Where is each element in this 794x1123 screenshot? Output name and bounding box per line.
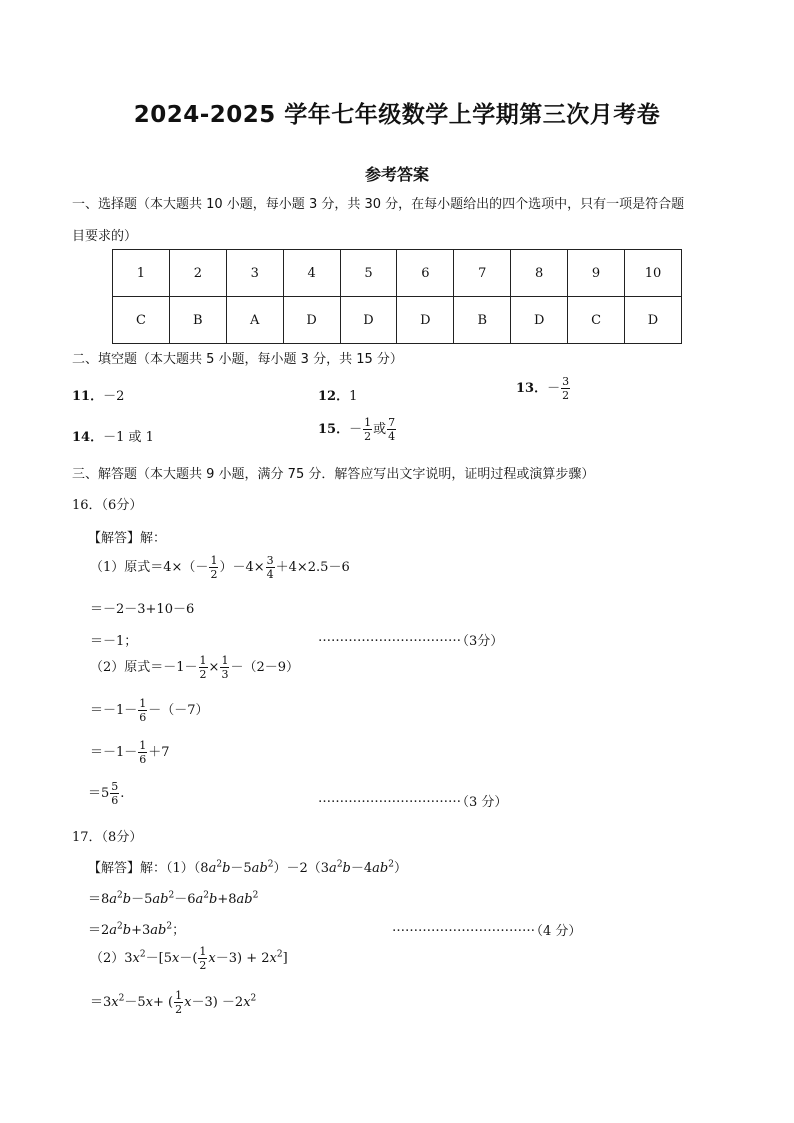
exponent: 2: [139, 949, 146, 960]
exponent: 2: [388, 859, 394, 870]
question-number-cell: 4: [283, 250, 340, 297]
page-subtitle: 参考答案: [364, 165, 429, 184]
answer-or: 或: [373, 422, 387, 437]
var: x: [171, 951, 180, 966]
exponent: 2: [336, 859, 343, 870]
score-label: （3 分）: [456, 795, 508, 810]
answer-sign: －: [547, 381, 561, 396]
var: x: [132, 951, 140, 966]
q16-step-6: [90, 740, 170, 765]
q16-label: 16．（6分）: [72, 498, 143, 513]
q16-step-3: ＝－1；: [90, 634, 138, 649]
q17-step-1: [88, 857, 407, 876]
answer-cell: D: [397, 297, 454, 344]
var: x: [111, 995, 119, 1010]
fraction-denominator: 2: [210, 568, 218, 581]
fraction-numerator: 1: [139, 697, 147, 710]
q16-step-2: ＝－2－3+10－6: [90, 602, 195, 617]
fraction-numerator: 1: [221, 654, 229, 667]
q16-step-4: [90, 655, 299, 680]
fraction-denominator: 6: [111, 794, 119, 807]
fraction-denominator: 6: [139, 711, 147, 724]
answer-cell: D: [625, 297, 682, 344]
exponent: 2: [252, 890, 259, 901]
answer-cell: C: [568, 297, 625, 344]
question-label: 15．: [318, 422, 350, 437]
expr-part: + (: [152, 995, 174, 1010]
fraction-denominator: 4: [266, 568, 274, 581]
q16-step-5: [90, 698, 209, 723]
expr-part: －（2－9）: [230, 660, 299, 675]
score-label: （4 分）: [530, 924, 582, 939]
expr-part: －(: [179, 951, 198, 966]
var: b: [209, 892, 218, 907]
var: x: [184, 995, 192, 1010]
expr-part: －3) －2: [191, 995, 244, 1010]
expr-part: －（－7）: [148, 703, 209, 718]
answer-table-number-row: [113, 250, 682, 297]
answer-table: [112, 249, 682, 344]
fill-answer-13: [516, 376, 571, 401]
question-number-cell: 5: [340, 250, 397, 297]
var: a: [329, 861, 337, 876]
expr-part: ）－4×: [219, 560, 265, 575]
q17-label: 17．（8分）: [72, 830, 143, 845]
var: b: [379, 861, 389, 876]
fraction: [363, 417, 372, 442]
expr-part: －5: [124, 995, 146, 1010]
fraction-denominator: 2: [199, 668, 207, 681]
var: x: [269, 951, 277, 966]
fraction: [220, 655, 229, 680]
expr-part: （2）3: [90, 951, 133, 966]
answer-cell: D: [283, 297, 340, 344]
question-number-cell: 8: [511, 250, 568, 297]
question-number-cell: 1: [113, 250, 170, 297]
var: b: [342, 861, 351, 876]
expr-part: ＝3: [90, 995, 112, 1010]
var: b: [122, 923, 132, 938]
fraction: [198, 946, 207, 971]
q17-step-3: [88, 919, 185, 938]
exponent: 2: [216, 859, 223, 870]
expr-part: +8: [217, 892, 237, 907]
fraction: [174, 990, 183, 1015]
question-label: 14．: [72, 430, 104, 445]
fraction: [387, 417, 396, 442]
exponent: 2: [250, 993, 257, 1004]
q16-answer-tag: 【解答】解：: [88, 531, 167, 546]
exponent: 2: [203, 890, 209, 901]
fraction-denominator: 6: [139, 753, 147, 766]
answer-cell: C: [113, 297, 170, 344]
var: x: [243, 995, 251, 1010]
answer-value: －2: [103, 389, 125, 404]
exponent: 2: [276, 949, 283, 960]
question-number-cell: 3: [226, 250, 283, 297]
fraction-numerator: 1: [199, 654, 207, 667]
question-label: 11．: [72, 389, 104, 404]
fraction-denominator: 3: [221, 668, 229, 681]
expr-part: －[5: [145, 951, 172, 966]
answer-cell: A: [226, 297, 283, 344]
fraction-denominator: 4: [388, 430, 396, 443]
answer-cell: B: [454, 297, 511, 344]
fraction: [199, 655, 208, 680]
expr-part: （1）（8: [166, 861, 209, 876]
question-number-cell: 6: [397, 250, 454, 297]
expr-part: ]: [282, 951, 288, 966]
var: a: [195, 892, 204, 907]
page-title: 2024-2025 学年七年级数学上学期第三次月考卷: [133, 102, 661, 128]
fraction-denominator: 2: [175, 1003, 183, 1016]
var: x: [208, 951, 216, 966]
var: a: [150, 923, 159, 938]
fraction-numerator: 1: [139, 739, 147, 752]
q16-step-7: [88, 781, 124, 806]
var: a: [152, 892, 161, 907]
var: a: [236, 892, 245, 907]
fraction-numerator: 1: [199, 945, 207, 958]
expr-part: .: [120, 786, 125, 801]
expr-part: －5: [230, 861, 252, 876]
fraction-denominator: 2: [562, 389, 570, 402]
answer-cell: D: [340, 297, 397, 344]
expr-part: ＋7: [148, 745, 170, 760]
expr-part: ＝－1－: [90, 703, 138, 718]
fraction: [561, 376, 570, 401]
expr-part: ；: [172, 923, 186, 938]
question-label: 12．: [318, 389, 350, 404]
exponent: 2: [118, 993, 125, 1004]
fraction-numerator: 3: [562, 375, 570, 388]
fraction-numerator: 1: [364, 416, 372, 429]
var: a: [109, 892, 118, 907]
q17-step-4: [90, 946, 288, 971]
var: a: [208, 861, 217, 876]
fraction-numerator: 3: [266, 554, 274, 567]
expr-part: ）－2（3: [273, 861, 330, 876]
answer-value: 1: [349, 389, 358, 404]
section1-heading-line1: 一、选择题（本大题共 10 小题，每小题 3 分，共 30 分，在每小题给出的四个选项中，只有一项是符合题: [72, 197, 685, 212]
section1-heading-line2: 目要求的）: [72, 229, 138, 244]
section2-heading: 二、填空题（本大题共 5 小题，每小题 3 分，共 15 分）: [72, 352, 403, 367]
score-leader-dots: ……………………………: [318, 630, 461, 645]
expr-part: （2）原式＝－1－: [90, 660, 198, 675]
var: b: [259, 861, 268, 876]
var: b: [244, 892, 253, 907]
fraction-numerator: 5: [111, 780, 119, 793]
question-number-cell: 2: [169, 250, 226, 297]
var: a: [251, 861, 260, 876]
fill-answer-15: [318, 417, 397, 442]
expr-part: +3: [131, 923, 151, 938]
var: a: [109, 923, 118, 938]
var: b: [222, 861, 231, 876]
fraction-numerator: 1: [175, 989, 183, 1002]
expr-part: ×: [208, 660, 220, 675]
fill-answer-12: [318, 385, 357, 404]
var: x: [145, 995, 153, 1010]
fraction-numerator: 7: [388, 416, 396, 429]
expr-part: －3) + 2: [215, 951, 270, 966]
expr-part: －6: [174, 892, 196, 907]
expr-part: ＝2: [88, 923, 110, 938]
answer-value: －1 或 1: [103, 430, 154, 445]
expr-part: ＝5: [88, 786, 110, 801]
expr-part: ＋4×2.5－6: [275, 560, 350, 575]
expr-part: （1）原式＝4×（－: [90, 560, 209, 575]
q16-step-1: [90, 555, 350, 580]
var: b: [158, 923, 167, 938]
var: b: [160, 892, 169, 907]
fraction: [209, 555, 218, 580]
expr-part: ＝8: [88, 892, 110, 907]
fraction: [266, 555, 275, 580]
fraction: [138, 698, 147, 723]
expr-part: ＝－1－: [90, 745, 138, 760]
question-number-cell: 9: [568, 250, 625, 297]
answer-tag: 【解答】解：: [88, 861, 167, 876]
fraction: [110, 781, 119, 806]
exponent: 2: [267, 859, 274, 870]
fraction-numerator: 1: [210, 554, 218, 567]
q17-step-5: [90, 990, 256, 1015]
fraction-denominator: 2: [199, 959, 207, 972]
section3-heading: 三、解答题（本大题共 9 小题，满分 75 分．解答应写出文字说明，证明过程或演算步骤）: [72, 467, 595, 482]
score-leader-dots: ……………………………: [318, 791, 461, 806]
answer-sign: －: [349, 422, 363, 437]
score-label: （3分）: [456, 634, 504, 649]
var: a: [372, 861, 380, 876]
answer-table-answer-row: [113, 297, 682, 344]
fraction: [138, 740, 147, 765]
expr-part: ）: [393, 861, 407, 876]
exponent: 2: [117, 921, 123, 932]
question-label: 13．: [516, 381, 548, 396]
expr-part: －4: [350, 861, 373, 876]
fill-answer-14: [72, 426, 154, 445]
expr-part: －5: [131, 892, 153, 907]
exponent: 2: [166, 921, 173, 932]
answer-cell: D: [511, 297, 568, 344]
fraction-denominator: 2: [364, 430, 372, 443]
q17-step-2: [88, 888, 258, 907]
var: b: [122, 892, 132, 907]
fill-answer-11: [72, 385, 124, 404]
question-number-cell: 10: [625, 250, 682, 297]
score-leader-dots: ……………………………: [392, 920, 535, 935]
answer-cell: B: [169, 297, 226, 344]
question-number-cell: 7: [454, 250, 511, 297]
exponent: 2: [168, 890, 175, 901]
exponent: 2: [117, 890, 123, 901]
